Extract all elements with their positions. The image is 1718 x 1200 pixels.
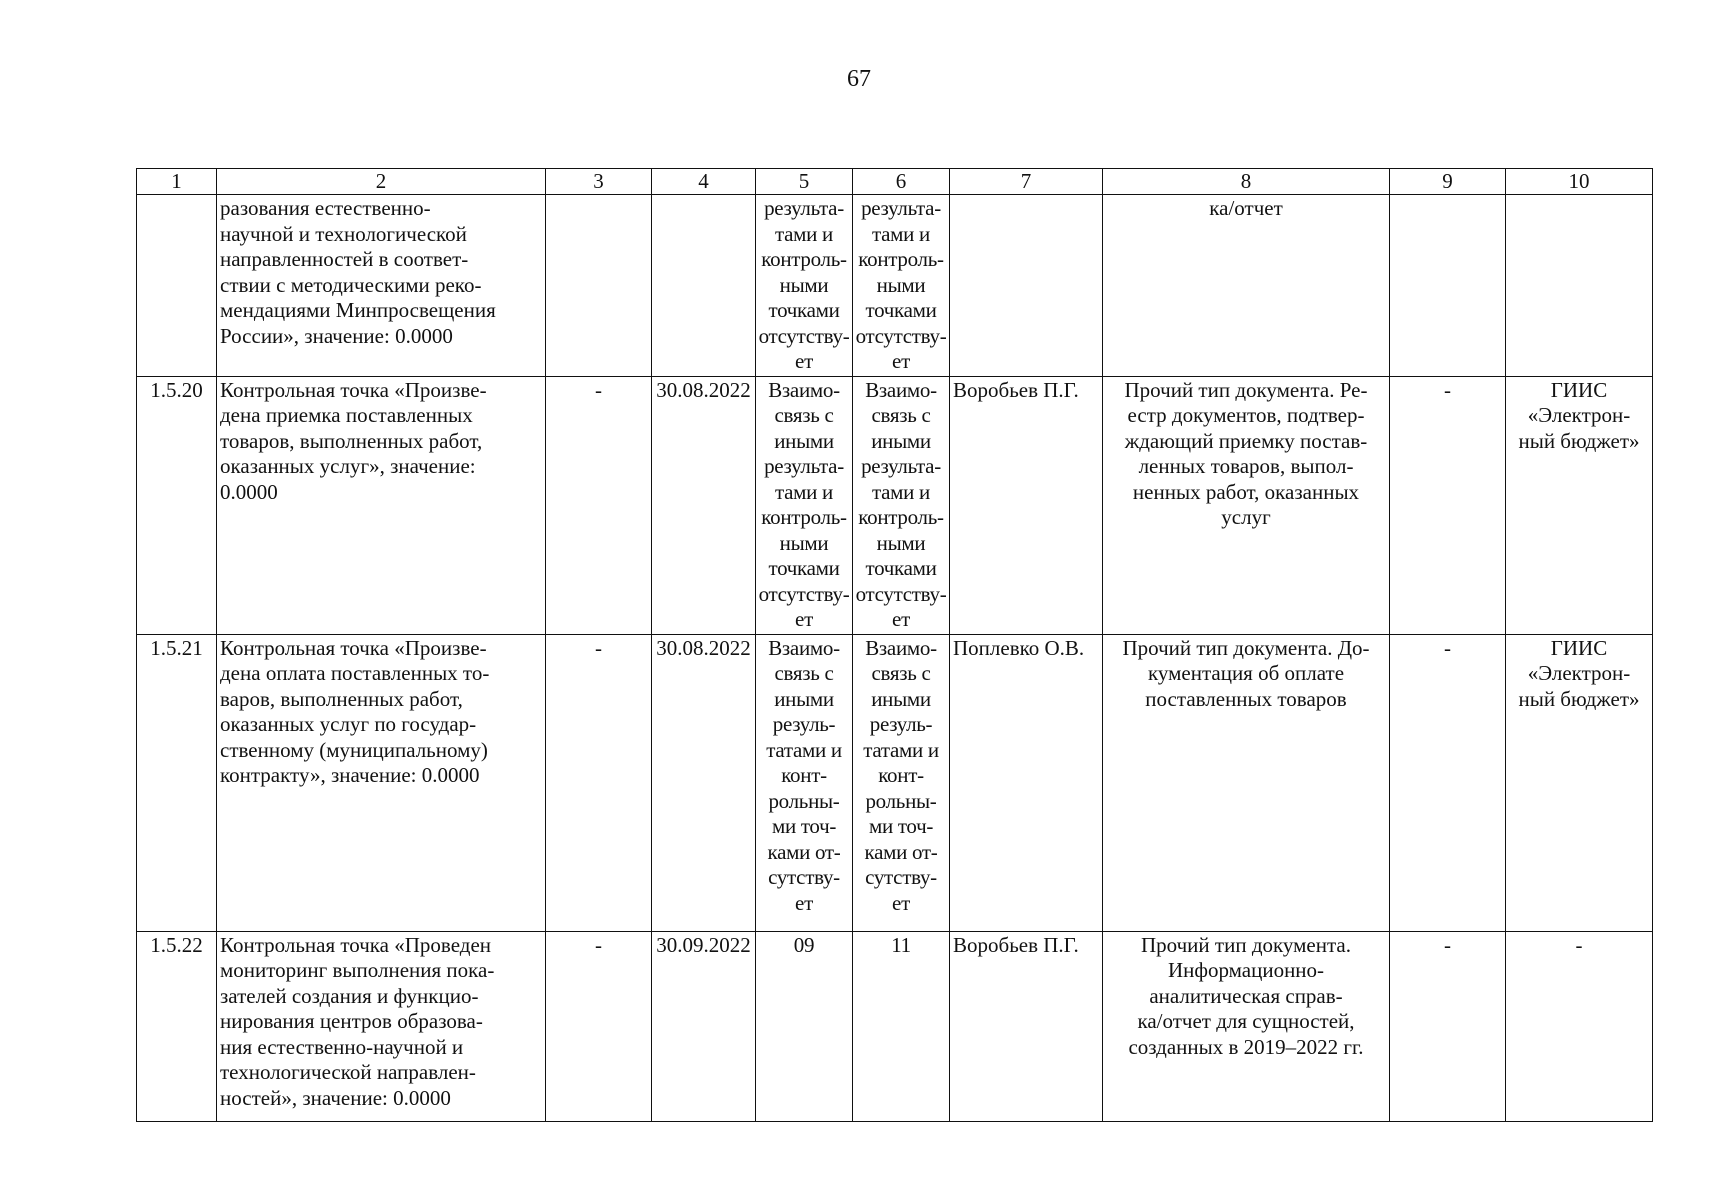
column-3-value: - [546,931,652,1121]
responsible-person [950,195,1103,377]
column-header: 3 [546,169,652,195]
control-point-name: разования естественно- научной и технологической направленностей в соответ- ствии с методическими реко- мендациями Минпросвещения России», значение: 0.0000 [217,195,546,377]
column-header: 1 [137,169,217,195]
document-type: ка/отчет [1103,195,1390,377]
table-row [137,376,1653,634]
document-type: Прочий тип документа. До- кументация об оплате поставленных товаров [1103,634,1390,931]
column-3-value: - [546,376,652,634]
information-system [1506,195,1653,377]
responsible-person: Воробьев П.Г. [950,376,1103,634]
column-5-value: 09 [756,931,853,1121]
column-6-value: 11 [853,931,950,1121]
document-type: Прочий тип документа. Информационно- аналитическая справ- ка/отчет для сущностей, созданных в 2019–2022 гг. [1103,931,1390,1121]
column-5-value: результа- тами и контроль- ными точками отсутству- ет [756,195,853,377]
responsible-person: Поплевко О.В. [950,634,1103,931]
column-9-value: - [1390,931,1506,1121]
row-number: 1.5.22 [137,931,217,1121]
information-system: ГИИС «Электрон- ный бюджет» [1506,634,1653,931]
control-point-name: Контрольная точка «Проведен мониторинг выполнения пока- зателей создания и функцио- нирования центров образова- ния естественно-научной и технологической направлен- ностей», значение: 0.0000 [217,931,546,1121]
column-3-value: - [546,634,652,931]
table-row [137,195,1653,377]
column-6-value: Взаимо- связь с иными резуль- татами и конт- рольны- ми точ- ками от- сутству- ет [853,634,950,931]
due-date: 30.09.2022 [652,931,756,1121]
information-system: ГИИС «Электрон- ный бюджет» [1506,376,1653,634]
column-6-value: результа- тами и контроль- ными точками отсутству- ет [853,195,950,377]
column-header: 5 [756,169,853,195]
due-date [652,195,756,377]
responsible-person: Воробьев П.Г. [950,931,1103,1121]
row-number: 1.5.20 [137,376,217,634]
row-number: 1.5.21 [137,634,217,931]
column-9-value: - [1390,634,1506,931]
document-type: Прочий тип документа. Ре- естр документов, подтвер- ждающий приемку постав- ленных товаров, выпол- ненных работ, оказанных услуг [1103,376,1390,634]
column-header: 4 [652,169,756,195]
column-header: 8 [1103,169,1390,195]
due-date: 30.08.2022 [652,634,756,931]
column-3-value [546,195,652,377]
column-6-value: Взаимо- связь с иными результа- тами и контроль- ными точками отсутству- ет [853,376,950,634]
page-number: 67 [847,66,871,92]
column-header: 10 [1506,169,1653,195]
column-5-value: Взаимо- связь с иными результа- тами и контроль- ными точками отсутству- ет [756,376,853,634]
column-9-value: - [1390,376,1506,634]
control-point-name: Контрольная точка «Произве- дена оплата поставленных то- варов, выполненных работ, оказанных услуг по государ- ственному (муниципальному) контракту», значение: 0.0000 [217,634,546,931]
due-date: 30.08.2022 [652,376,756,634]
column-header: 2 [217,169,546,195]
column-number-header-row [137,169,1653,195]
column-header: 6 [853,169,950,195]
control-point-name: Контрольная точка «Произве- дена приемка поставленных товаров, выполненных работ, оказанных услуг», значение: 0.0000 [217,376,546,634]
information-system: - [1506,931,1653,1121]
row-number [137,195,217,377]
column-header: 9 [1390,169,1506,195]
table-row [137,634,1653,931]
column-5-value: Взаимо- связь с иными резуль- татами и конт- рольны- ми точ- ками от- сутству- ет [756,634,853,931]
table-row [137,931,1653,1121]
column-header: 7 [950,169,1103,195]
column-9-value [1390,195,1506,377]
control-points-table [136,168,1653,1122]
